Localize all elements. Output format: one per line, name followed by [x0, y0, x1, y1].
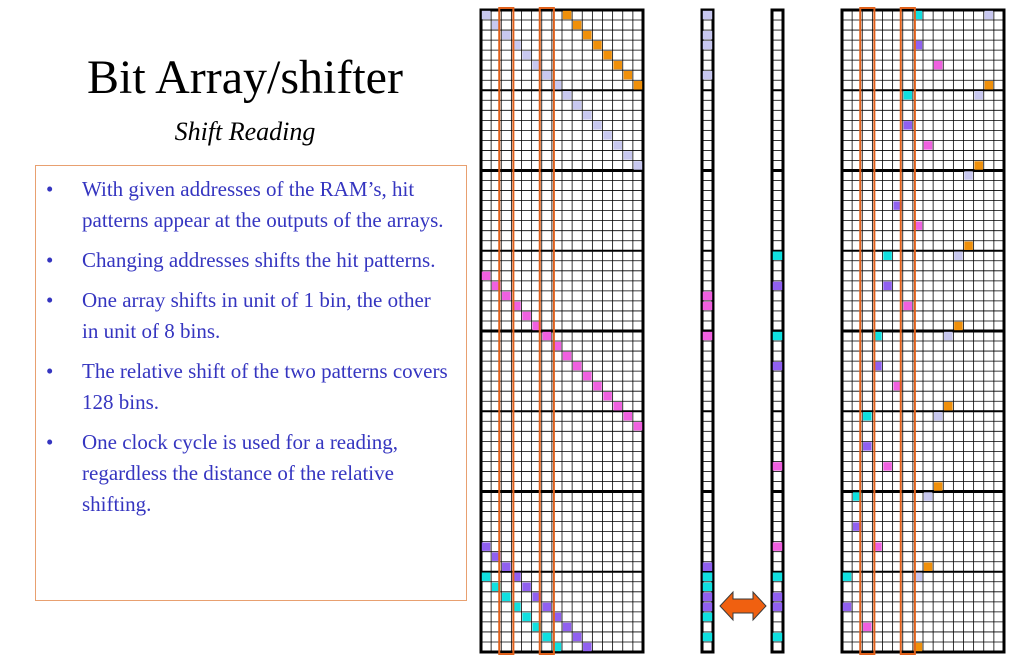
column-a-hit-lavender	[703, 41, 712, 49]
result-array-hit-purple	[863, 442, 872, 450]
bullet-marker: •	[46, 430, 54, 454]
big-array-hit-orange	[603, 51, 612, 59]
result-array-hit-lavender	[974, 91, 983, 99]
result-array-hit-orange	[934, 482, 943, 490]
result-array-hit-orange	[924, 563, 933, 571]
big-array-hit-lavender	[613, 141, 622, 149]
bullet-text: With given addresses of the RAM’s, hit patterns appear at the outputs of the arrays.	[82, 177, 444, 232]
big-array-hit-lavender	[563, 91, 572, 99]
big-array-hit-orange	[583, 31, 592, 39]
big-array-hit-lavender	[624, 151, 633, 159]
big-array-hit-lavender	[583, 111, 592, 119]
big-array-hit-pink	[613, 402, 622, 410]
result-array-hit-lavender	[924, 492, 933, 500]
bullet-marker: •	[46, 359, 54, 383]
big-array-hit-pink	[603, 392, 612, 400]
result-array-hit-lavender	[934, 412, 943, 420]
column-a-hit-cyan	[703, 613, 712, 621]
result-array-hit-lavender	[954, 252, 963, 260]
column-a-hit-lavender	[703, 31, 712, 39]
result-array-hit-cyan	[863, 412, 872, 420]
result-array-hit-lavender	[964, 171, 973, 179]
column-a-hit-purple	[703, 563, 712, 571]
result-array-hit-pink	[934, 61, 943, 69]
result-array-hit-lavender	[944, 332, 953, 340]
column-b-hit-purple	[773, 282, 782, 290]
column-a-hit-cyan	[703, 573, 712, 581]
big-array-hit-pink	[563, 352, 572, 360]
slide-title: Bit Array/shifter	[87, 51, 403, 104]
column-a-hit-lavender	[703, 11, 712, 19]
column-b-hit-purple	[773, 362, 782, 370]
big-array-hit-purple	[573, 633, 582, 641]
result-array-hit-purple	[883, 282, 892, 290]
big-array-hit-purple	[543, 603, 552, 611]
big-array-hit-pink	[502, 292, 511, 300]
result-array-hit-orange	[964, 242, 973, 250]
big-array-hit-purple	[502, 563, 511, 571]
big-array-hit-purple	[583, 643, 592, 651]
column-a-hit-pink	[703, 302, 712, 310]
bullet-marker: •	[46, 248, 54, 272]
big-array-hit-lavender	[573, 101, 582, 109]
result-array-hit-cyan	[904, 91, 913, 99]
result-array-hit-pink	[904, 302, 913, 310]
big-array-hit-orange	[624, 71, 633, 79]
column-b-hit-pink	[773, 462, 782, 470]
column-b-hit-cyan	[773, 332, 782, 340]
big-array-hit-pink	[624, 412, 633, 420]
column-b-hit-cyan	[773, 252, 782, 260]
big-array-hit-orange	[593, 41, 602, 49]
big-array-hit-pink	[482, 272, 491, 280]
big-array-hit-pink	[543, 332, 552, 340]
result-array-hit-pink	[863, 623, 872, 631]
column-a-hit-pink	[703, 292, 712, 300]
big-array-hit-cyan	[482, 573, 491, 581]
big-array-hit-orange	[613, 61, 622, 69]
big-array-hit-lavender	[543, 71, 552, 79]
column-b-hit-cyan	[773, 633, 782, 641]
bullet-marker: •	[46, 177, 54, 201]
column-b-hit-purple	[773, 593, 782, 601]
bullet-text: One array shifts in unit of 1 bin, the other in unit of 8 bins.	[82, 288, 431, 343]
big-array-hit-orange	[634, 81, 643, 89]
bullet-text: One clock cycle is used for a reading, regardless the distance of the relative shifting.	[82, 430, 399, 516]
column-b-hit-cyan	[773, 573, 782, 581]
big-array-hit-purple	[563, 623, 572, 631]
big-array-hit-pink	[583, 372, 592, 380]
result-array-hit-pink	[883, 462, 892, 470]
big-array-hit-lavender	[634, 161, 643, 169]
big-array-hit-orange	[563, 11, 572, 19]
big-array-hit-purple	[522, 583, 531, 591]
big-array-hit-lavender	[482, 11, 491, 19]
column-a-hit-lavender	[703, 71, 712, 79]
result-array-hit-orange	[944, 402, 953, 410]
column-a-hit-purple	[703, 603, 712, 611]
big-array-hit-pink	[593, 382, 602, 390]
column-a-hit-cyan	[703, 633, 712, 641]
big-array-hit-lavender	[593, 121, 602, 129]
bullet-marker: •	[46, 288, 54, 312]
result-array-hit-pink	[924, 141, 933, 149]
big-array-hit-cyan	[502, 593, 511, 601]
result-array-hit-orange	[985, 81, 994, 89]
result-array-hit-cyan	[843, 573, 852, 581]
slide-subtitle: Shift Reading	[174, 117, 316, 146]
column-a-hit-cyan	[703, 583, 712, 591]
big-array-hit-lavender	[502, 31, 511, 39]
column-b-hit-purple	[773, 603, 782, 611]
result-array-hit-orange	[974, 161, 983, 169]
big-array-hit-purple	[482, 542, 491, 550]
bullet-text: The relative shift of the two patterns covers 128 bins.	[82, 359, 448, 414]
big-array-hit-orange	[573, 21, 582, 29]
big-array-hit-cyan	[522, 613, 531, 621]
result-array-hit-lavender	[985, 11, 994, 19]
result-array-hit-orange	[954, 322, 963, 330]
big-array-hit-pink	[573, 362, 582, 370]
big-array-hit-lavender	[522, 51, 531, 59]
big-array-hit-pink	[522, 312, 531, 320]
result-array-hit-purple	[904, 121, 913, 129]
column-a-hit-purple	[703, 593, 712, 601]
result-array-hit-purple	[843, 603, 852, 611]
big-array-hit-cyan	[543, 633, 552, 641]
column-b-hit-pink	[773, 542, 782, 550]
result-array-hit-cyan	[883, 252, 892, 260]
bullet-text: Changing addresses shifts the hit patterns.	[82, 248, 436, 272]
big-array-hit-pink	[634, 422, 643, 430]
double-arrow-icon	[720, 592, 766, 620]
big-array-hit-lavender	[603, 131, 612, 139]
column-a-hit-pink	[703, 332, 712, 340]
